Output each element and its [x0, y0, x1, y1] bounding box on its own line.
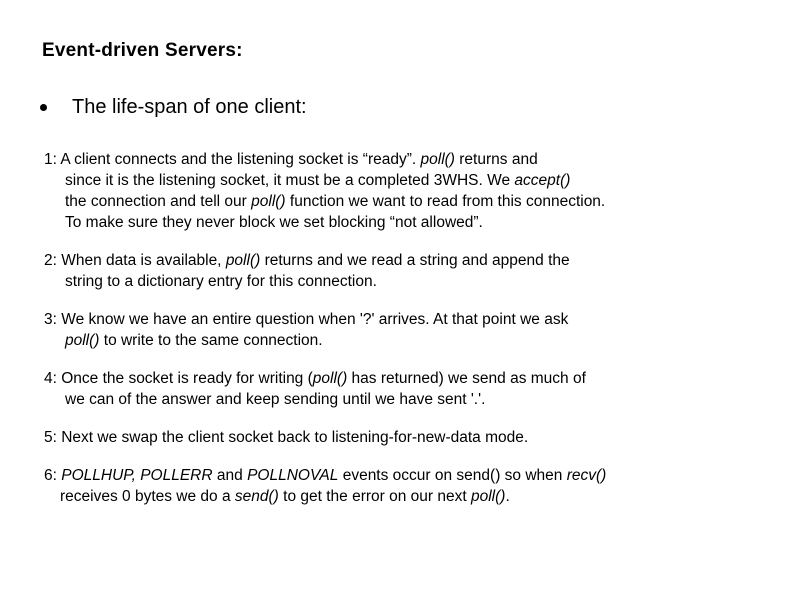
step-line: 1: A client connects and the listening socket is “ready”. poll() returns and — [44, 151, 538, 168]
step-2 — [44, 250, 764, 292]
step-5 — [44, 427, 764, 448]
code-term: send() — [234, 488, 279, 505]
step-line: string to a dictionary entry for this connection. — [65, 273, 377, 290]
step-4 — [44, 368, 764, 410]
step-line: since it is the listening socket, it must be a completed 3WHS. We accept() — [65, 172, 571, 189]
code-term: poll() — [225, 252, 261, 269]
step-line: we can of the answer and keep sending until we have sent '.'. — [65, 391, 486, 408]
slide-title: Event-driven Servers: — [42, 40, 243, 61]
step-1 — [44, 149, 764, 233]
step-6 — [44, 465, 764, 507]
steps-list — [44, 149, 764, 524]
step-line: the connection and tell our poll() function we want to read from this connection. — [65, 193, 606, 210]
step-line: receives 0 bytes we do a send() to get the error on our next poll(). — [60, 488, 510, 505]
code-term: recv() — [566, 467, 607, 484]
step-line: 6: POLLHUP, POLLERR and POLLNOVAL events occur on send() so when recv() — [44, 467, 607, 484]
code-term: poll() — [420, 151, 455, 168]
code-term: POLLNOVAL — [247, 467, 339, 484]
code-term: accept() — [514, 172, 571, 189]
code-term: poll() — [251, 193, 286, 210]
step-line: To make sure they never block we set blocking “not allowed”. — [65, 214, 483, 231]
step-3 — [44, 309, 764, 351]
step-line: poll() to write to the same connection. — [65, 332, 323, 349]
step-line: 2: When data is available, poll() returns and we read a string and append the — [44, 252, 570, 269]
bullet-dot-icon — [40, 104, 47, 111]
code-term: poll() — [470, 488, 506, 505]
code-term: poll() — [312, 370, 348, 387]
step-line: 4: Once the socket is ready for writing (poll() has returned) we send as much of — [44, 370, 586, 387]
step-line: 5: Next we swap the client socket back to listening-for-new-data mode. — [44, 429, 529, 446]
code-term: poll() — [65, 332, 100, 349]
bullet-text: The life-span of one client: — [72, 96, 307, 118]
code-term: POLLHUP, POLLERR — [61, 467, 213, 484]
step-line: 3: We know we have an entire question when '?' arrives. At that point we ask — [44, 311, 569, 328]
bullet-item — [40, 96, 307, 119]
